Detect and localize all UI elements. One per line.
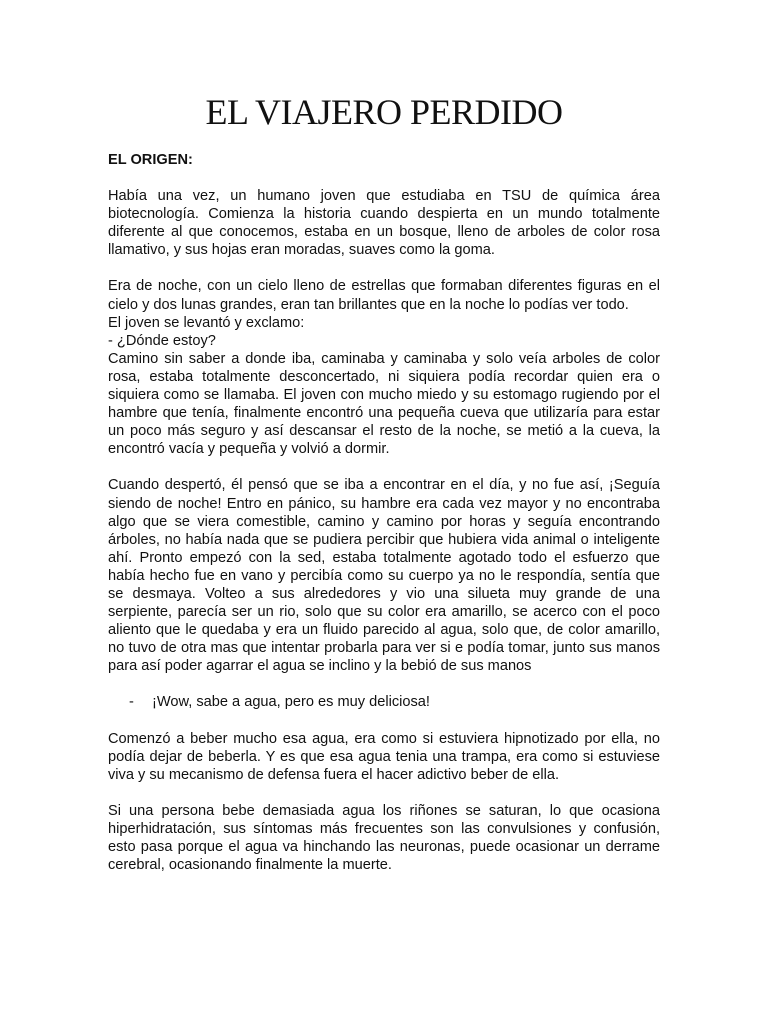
paragraph-1: Había una vez, un humano joven que estudiaba en TSU de química área biotecnología. Comienza la historia cuando despierta en un mundo totalmente diferente al que conocemos, estaba en un bosque, lleno de arboles de color rosa llamativo, y sus hojas eran moradas, suaves como la goma.: [108, 188, 660, 259]
paragraph-gap: [108, 712, 660, 730]
paragraph-5: Comenzó a beber mucho esa agua, era como si estuviera hipnotizado por ella, no podía dejar de beberla. Y es que esa agua tenia una trampa, era como si estuviese viva y su mecanismo de defensa fuera el hacer adictivo beber de ella.: [108, 730, 660, 783]
paragraph-2-line-2: El joven se levantó y exclamo:: [108, 314, 305, 331]
paragraph-3: Camino sin saber a donde iba, caminaba y caminaba y solo veía arboles de color rosa, estaba totalmente desconcertado, ni siquiera podía recordar quien era o siquiera como se llamaba. El joven con mucho miedo y su estomago rugiendo por el hambre que tenía, finalmente encontró una pequeña cueva que utilizaría para estar un poco más seguro y así descansar el resto de la noche, se metió a la cueva, la encontró vacía y pequeña y volvió a dormir.: [108, 350, 660, 458]
dialogue-text: ¡Wow, sabe a agua, pero es muy deliciosa!: [152, 694, 430, 711]
paragraph-2: Era de noche, con un cielo lleno de estrellas que formaban diferentes figuras en el cielo y dos lunas grandes, eran tan brillantes que en la noche lo podías ver todo.: [108, 278, 660, 313]
dialogue-line: - ¿Dónde estoy?: [108, 332, 216, 349]
dash-bullet: -: [129, 694, 134, 711]
paragraph-6: Si una persona bebe demasiada agua los riñones se saturan, lo que ocasiona hiperhidratación, sus síntomas más frecuentes son las convulsiones y confusión, esto pasa porque el agua va hinchando las neuronas, puede ocasionar un derrame cerebral, ocasionando finalmente la muerte.: [108, 802, 660, 874]
document-body: [108, 151, 660, 874]
section-heading: EL ORIGEN:: [108, 152, 193, 168]
paragraph-gap: [108, 259, 660, 277]
dialogue-list-item: [108, 693, 660, 711]
paragraph-4: Cuando despertó, él pensó que se iba a encontrar en el día, y no fue así, ¡Seguía siendo de noche! Entro en pánico, su hambre era cada vez mayor y no encontraba algo que se viera comestible, camino y camino por horas y seguía encontrando árboles, no había nada que se pudiera percibir que hubiera vida animal o inteligente ahí. Pronto empezó con la sed, estaba totalmente agotado todo el esfuerzo que había hecho fue en vano y percibía como su cuerpo ya no le respondía, sentía que se desmaya. Volteo a sus alrededores y vio una silueta muy grande de una serpiente, parecía ser un rio, solo que su color era amarillo, se acerco con el poco aliento que le quedaba y era un fluido parecido al agua, solo que, de color amarillo, no tuvo de otra mas que intentar probarla para ver si e podía tomar, junto sus manos para así poder agarrar el agua se inclino y la bebió de sus manos: [108, 477, 660, 675]
document-title: EL VIAJERO PERDIDO: [205, 92, 563, 132]
paragraph-gap: [108, 784, 660, 802]
paragraph-gap: [108, 458, 660, 476]
paragraph-gap: [108, 675, 660, 693]
